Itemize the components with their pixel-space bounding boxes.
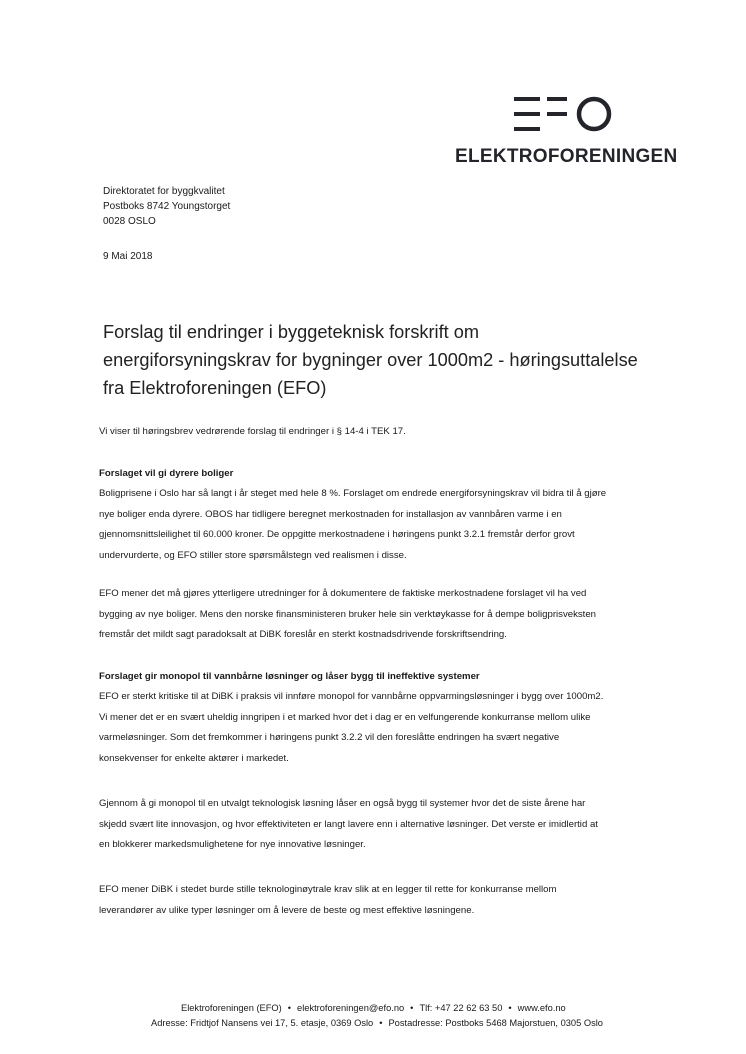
title-line: fra Elektroforeningen (EFO)	[103, 378, 327, 398]
paragraph-line: leverandører av ulike typer løsninger om å levere de beste og mest effektive løsningene.	[99, 904, 475, 916]
intro-paragraph	[99, 422, 659, 443]
footer-address: Adresse: Fridtjof Nansens vei 17, 5. etasje, 0369 Oslo	[151, 1018, 374, 1028]
paragraph-line: konsekvenser for enkelte aktører i markedet.	[99, 752, 289, 764]
recipient-line: Postboks 8742 Youngstorget	[103, 201, 231, 212]
paragraph-line: Boligprisene i Oslo har så langt i år steget med hele 8 %. Forslaget om endrede energiforsyningskrav vil bidra til å gjøre	[99, 488, 607, 499]
bullet-separator: •	[287, 1003, 292, 1013]
paragraph-line: en blokkerer markedsmulighetene for nye innovative løsninger.	[99, 839, 366, 850]
recipient-line: 0028 OSLO	[103, 216, 156, 227]
paragraph-line: undervurderte, og EFO stiller store spørsmålstegn ved realismen i disse.	[99, 549, 407, 561]
bullet-separator: •	[410, 1003, 414, 1013]
paragraph-line: varmeløsninger. Som det fremkommer i høringens punkt 3.2.2 vil den foreslåtte endringen ha svært negative	[99, 732, 560, 743]
letter-date: 9 Mai 2018	[103, 251, 153, 262]
paragraph-line: EFO er sterkt kritiske til at DiBK i praksis vil innføre monopol for vannbårne oppvarmingsløsninger i bygg over 1000m2.	[99, 691, 604, 702]
bullet-separator: •	[379, 1018, 383, 1028]
paragraph-line: Vi mener det er en svært uheldig inngripen i et marked hvor det i dag er en velfungerende konkurranse mellom ulike	[99, 711, 591, 723]
recipient-address	[103, 184, 230, 229]
paragraph-line: EFO mener DiBK i stedet burde stille teknologinøytrale krav slik at en legger til rette for konkurranse mellom	[99, 884, 557, 895]
title-line: Forslag til endringer i byggeteknisk forskrift om	[103, 322, 480, 342]
footer-org: Elektroforeningen (EFO)	[181, 1003, 282, 1013]
paragraph	[99, 687, 659, 769]
logo-wordmark: ELEKTROFORENINGEN	[455, 146, 678, 167]
paragraph	[99, 584, 659, 646]
footer-web-link[interactable]: www.efo.no	[517, 1003, 566, 1013]
paragraph-line: Gjennom å gi monopol til en utvalgt teknologisk løsning låser en også bygg til systemer hvor det de siste årene har	[99, 798, 586, 809]
recipient-line: Direktoratet for byggkvalitet	[103, 186, 225, 197]
footer-contact-line	[181, 1003, 566, 1013]
section-heading: Forslaget vil gi dyrere boliger	[99, 468, 234, 479]
paragraph	[99, 880, 659, 921]
paragraph-line: gjennomsnittsleilighet til 60.000 kroner. De oppgitte merkostnadene i høringens punkt 3.2.1 fremstår derfor grovt	[99, 529, 575, 540]
efo-logo-mark-icon	[514, 94, 614, 134]
bullet-separator: •	[508, 1003, 512, 1013]
paragraph-line: nye boliger enda dyrere. OBOS har tidligere beregnet merkostnaden for installasjon av vannbåren varme i en	[99, 508, 562, 520]
document-title	[103, 318, 643, 402]
section-heading: Forslaget gir monopol til vannbårne løsninger og låser bygg til ineffektive systemer	[99, 671, 480, 682]
paragraph	[99, 484, 659, 566]
footer-email-link[interactable]: elektroforeningen@efo.no	[297, 1003, 405, 1013]
paragraph-line: bygging av nye boliger. Mens den norske finansministeren bruker hele sin verktøykasse for å dempe boligprisveksten	[99, 608, 597, 620]
paragraph-line: EFO mener det må gjøres ytterligere utredninger for å dokumentere de faktiske merkostnadene forslaget vil ha ved	[99, 588, 587, 599]
footer-address-line	[151, 1018, 603, 1028]
paragraph	[99, 794, 659, 856]
paragraph-line: fremstår det mildt sagt paradoksalt at DiBK foreslår en sterkt kostnadsdrivende forskriftsendring.	[99, 629, 507, 640]
title-line: energiforsyningskrav for bygninger over 1000m2 - høringsuttalelse	[103, 350, 638, 370]
footer-phone: Tlf: +47 22 62 63 50	[419, 1003, 503, 1013]
footer-postal: Postadresse: Postboks 5468 Majorstuen, 0305 Oslo	[388, 1018, 603, 1028]
paragraph-line: Vi viser til høringsbrev vedrørende forslag til endringer i § 14-4 i TEK 17.	[99, 426, 406, 437]
paragraph-line: skjedd svært lite innovasjon, og hvor effektiviteten er langt lavere enn i alternative løsninger. Det verste er imidlertid at	[99, 818, 598, 830]
